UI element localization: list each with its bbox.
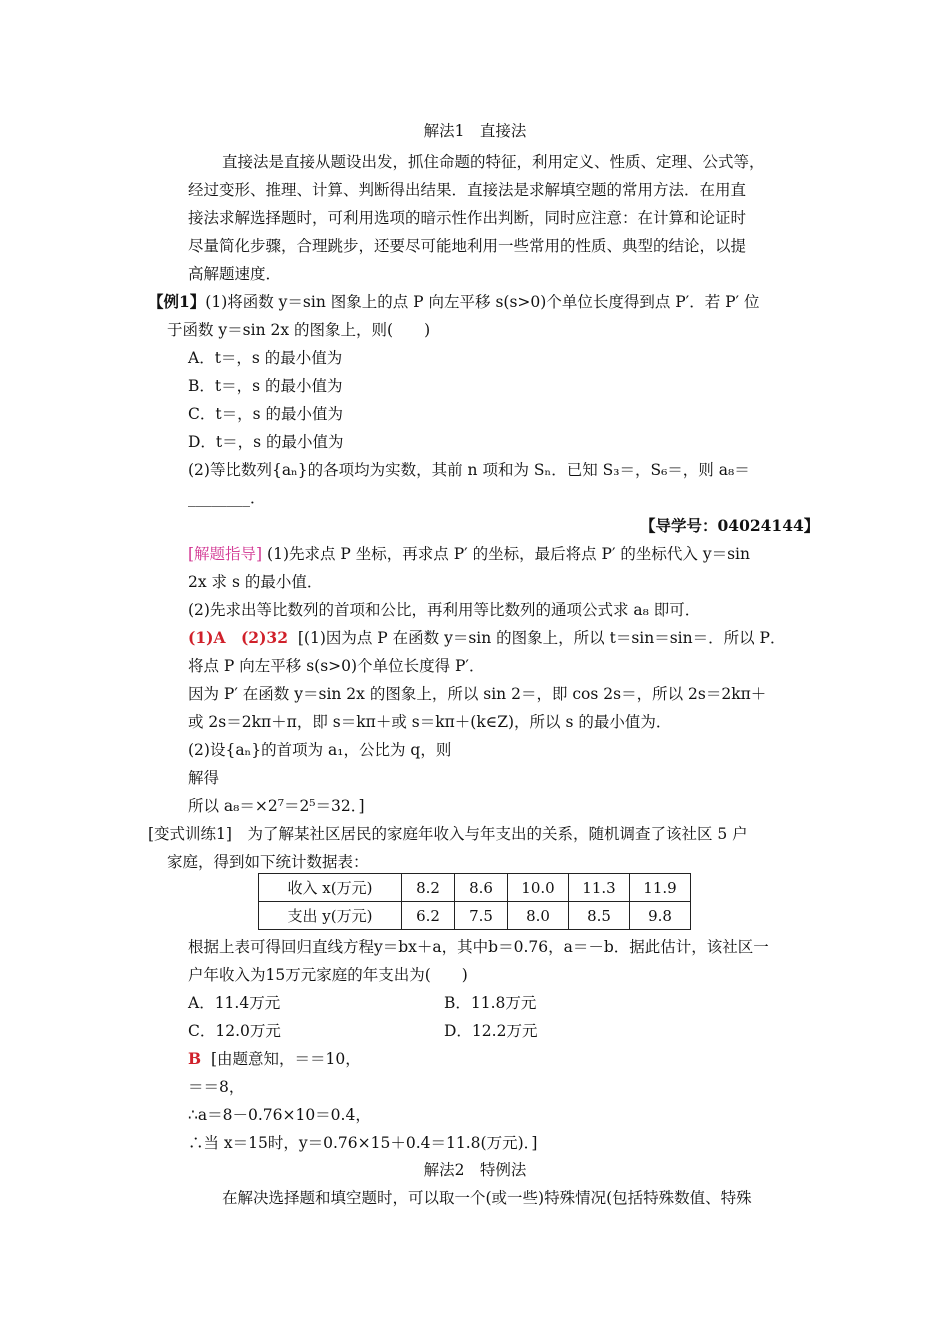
variant1-option-d: D．12.2万元 bbox=[444, 1022, 538, 1040]
hint-line2: 2x 求 s 的最小值． bbox=[188, 573, 323, 591]
example1-option-b: B．t＝，s 的最小值为 bbox=[188, 377, 343, 395]
variant1-line2: 家庭，得到如下统计数据表： bbox=[167, 853, 369, 871]
section2-intro-line: 在解决选择题和填空题时，可以取一个(或一些)特殊情况(包括特殊数值、特殊 bbox=[222, 1189, 752, 1207]
example1-option-d: D．t＝，s 的最小值为 bbox=[188, 433, 344, 451]
table-header-income: 收入 x(万元) bbox=[259, 874, 402, 902]
variant1-option-b: B．11.8万元 bbox=[444, 994, 537, 1012]
example1-option-c: C．t＝，s 的最小值为 bbox=[188, 405, 343, 423]
example1-label: 【例1】 bbox=[148, 292, 206, 311]
solution-line1 bbox=[188, 627, 785, 649]
solution-line4: 或 2s＝2kπ＋π，即 s＝kπ＋或 s＝kπ＋(k∈Z)，所以 s 的最小值为． bbox=[188, 713, 672, 731]
solution-answer: (1)A (2)32 bbox=[188, 628, 289, 647]
example1-question1: (1)将函数 y＝sin 图象上的点 P 向左平移 s(s>0)个单位长度得到点 P′．若 P′ 位 bbox=[205, 293, 760, 311]
section1-intro-line: 经过变形、推理、计算、判断得出结果．直接法是求解填空题的常用方法．在用直 bbox=[188, 181, 747, 199]
stats-table bbox=[258, 873, 691, 930]
table-cell: 8.6 bbox=[455, 874, 508, 902]
table-cell: 11.3 bbox=[569, 874, 630, 902]
solution-line6: 解得 bbox=[188, 769, 220, 787]
variant1-after2: 户年收入为15万元家庭的年支出为( ) bbox=[188, 966, 468, 984]
solution-line5: (2)设{aₙ}的首项为 a₁，公比为 q，则 bbox=[188, 741, 452, 759]
section1-intro-line: 尽量简化步骤，合理跳步，还要尽可能地利用一些常用的性质、典型的结论，以提 bbox=[188, 237, 747, 255]
example1-line1 bbox=[148, 291, 760, 313]
variant1-solution-line3: ∴a＝8－0.76×10＝0.4， bbox=[188, 1106, 371, 1124]
hint-text: (1)先求点 P 坐标，再求点 P′ 的坐标，最后将点 P′ 的坐标代入 y＝sin bbox=[267, 545, 750, 563]
solution-line3: 因为 P′ 在函数 y＝sin 2x 的图象上，所以 sin 2＝，即 cos 2s＝，所以 2s＝2kπ＋ bbox=[188, 685, 767, 703]
table-cell: 9.8 bbox=[630, 902, 691, 930]
variant1-solution-text: [由题意知，＝＝10， bbox=[210, 1050, 361, 1068]
variant1-answer: B bbox=[188, 1049, 202, 1068]
example1-question1-cont: 于函数 y＝sin 2x 的图象上，则( ) bbox=[167, 321, 431, 339]
table-cell: 11.9 bbox=[630, 874, 691, 902]
table-cell: 10.0 bbox=[508, 874, 569, 902]
section1-intro-line: 接法求解选择题时，可利用选项的暗示性作出判断，同时应注意：在计算和论证时 bbox=[188, 209, 747, 227]
variant1-solution-line4: ∴当 x＝15时，y＝0.76×15＋0.4＝11.8(万元)．] bbox=[188, 1134, 538, 1152]
solution-line7: 所以 a₈＝×2⁷＝2⁵＝32．] bbox=[188, 797, 365, 815]
guide-number: 【导学号：04024144】 bbox=[640, 516, 820, 535]
hint-label: [解题指导] bbox=[188, 545, 263, 563]
example1-question2: (2)等比数列{aₙ}的各项均为实数，其前 n 项和为 Sₙ．已知 S₃＝，S₆＝，则 a₈＝ bbox=[188, 461, 750, 479]
section2-heading: 解法2 特例法 bbox=[423, 1161, 527, 1179]
variant1-option-c: C．12.0万元 bbox=[188, 1022, 281, 1040]
section1-intro-line: 高解题速度． bbox=[188, 265, 282, 283]
section1-intro-line: 直接法是直接从题设出发，抓住命题的特征，利用定义、性质、定理、公式等， bbox=[222, 153, 765, 171]
table-row bbox=[259, 874, 691, 902]
table-cell: 8.5 bbox=[569, 902, 630, 930]
variant1-line1: [变式训练1] 为了解某社区居民的家庭年收入与年支出的关系，随机调查了该社区 5 户 bbox=[148, 825, 748, 843]
example1-question2-blank: ________． bbox=[188, 489, 266, 507]
table-cell: 8.0 bbox=[508, 902, 569, 930]
variant1-solution-line1 bbox=[188, 1048, 361, 1070]
hint-line1 bbox=[188, 543, 750, 565]
variant1-after1: 根据上表可得回归直线方程y＝bx＋a，其中b＝0.76，a＝－b．据此估计，该社区一 bbox=[188, 938, 769, 956]
solution-text: [(1)因为点 P 在函数 y＝sin 的图象上，所以 t＝sin＝sin＝．所以 P． bbox=[297, 629, 786, 647]
table-cell: 7.5 bbox=[455, 902, 508, 930]
solution-line2: 将点 P 向左平移 s(s>0)个单位长度得 P′． bbox=[188, 657, 485, 675]
variant1-solution-line2: ＝＝8， bbox=[188, 1078, 245, 1096]
table-cell: 6.2 bbox=[402, 902, 455, 930]
section1-heading: 解法1 直接法 bbox=[423, 122, 527, 140]
table-row bbox=[259, 902, 691, 930]
table-header-expense: 支出 y(万元) bbox=[259, 902, 402, 930]
table-cell: 8.2 bbox=[402, 874, 455, 902]
variant1-option-a: A．11.4万元 bbox=[188, 994, 281, 1012]
example1-option-a: A．t＝，s 的最小值为 bbox=[188, 349, 343, 367]
hint-line3: (2)先求出等比数列的首项和公比，再利用等比数列的通项公式求 a₈ 即可． bbox=[188, 601, 701, 619]
